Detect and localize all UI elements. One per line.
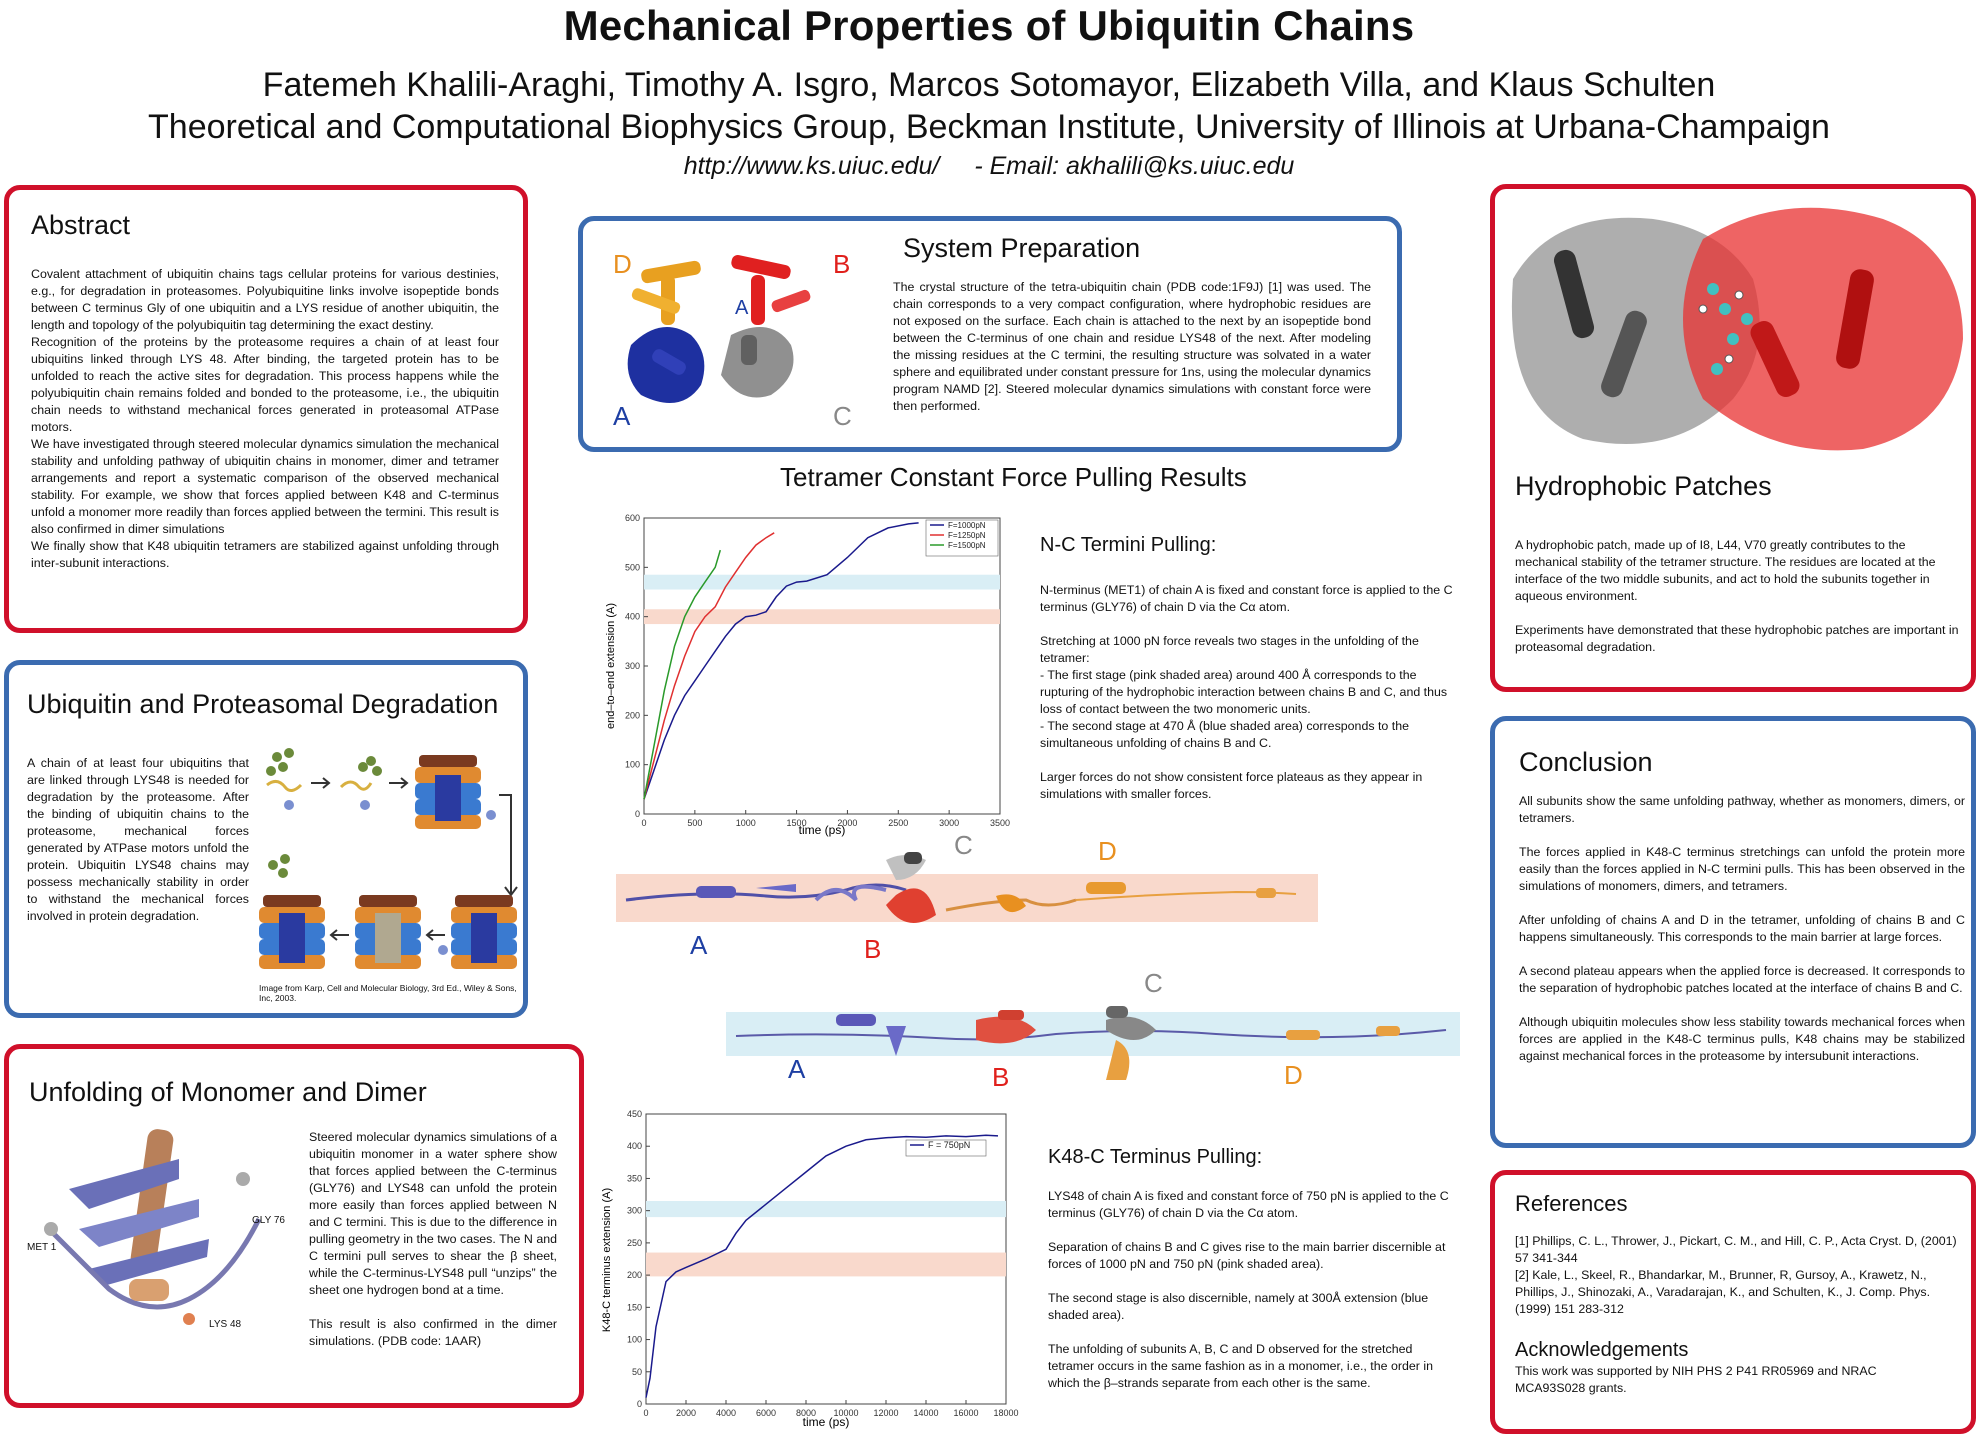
k48-text: [1048, 1188, 1458, 1392]
hydrophobic-panel: [1490, 184, 1976, 692]
free-ubiquitin-cluster: [266, 748, 294, 776]
nc-paragraph: N-terminus (MET1) of chain A is fixed and constant force is applied to the C terminus (GLY76) of chain D via the Cα atom.: [1040, 583, 1453, 614]
poster-title: Mechanical Properties of Ubiquitin Chains: [563, 2, 1415, 49]
k48-paragraph: LYS48 of chain A is fixed and constant force of 750 pN is applied to the C terminus (GLY76) of chain D via the Cα atom.: [1048, 1189, 1449, 1220]
pink-shaded-band: [646, 1253, 1006, 1277]
proteasome-diagram: [259, 745, 529, 990]
x-tick-label: 500: [687, 818, 703, 828]
gly76-label: GLY 76: [252, 1215, 285, 1226]
x-axis-label: time (ps): [802, 1415, 850, 1429]
y-axis-label: end–to–end extension (A): [605, 603, 617, 729]
y-tick-label: 350: [626, 1173, 642, 1184]
conclusion-paragraph: After unfolding of chains A and D in the tetramer, unfolding of chains B and C happens simultaneously. This corresponds to the main barrier at large forces.: [1519, 913, 1965, 944]
legend-label: F = 750pN: [928, 1140, 971, 1150]
proteasome-4: [451, 895, 517, 969]
chain1-b-label: B: [864, 934, 882, 964]
poster-affiliation: Theoretical and Computational Biophysics Group, Beckman Institute, University of Illinois at Urbana-Champaign: [148, 108, 1830, 146]
nc-heading: N-C Termini Pulling:: [1040, 534, 1217, 556]
arrow-3-icon: [427, 930, 445, 940]
substrate-protein: [267, 781, 301, 790]
y-tick-label: 100: [624, 759, 640, 770]
x-tick-label: 18000: [993, 1408, 1019, 1418]
conclusion-text: [1519, 793, 1965, 1065]
chart-legend: [926, 520, 998, 556]
x-tick-label: 0: [641, 818, 647, 828]
nc-pulling-chart: [600, 508, 1020, 838]
met1-label: MET 1: [27, 1242, 57, 1253]
x-tick-label: 3000: [939, 818, 960, 828]
helix: [129, 1128, 174, 1270]
nc-paragraph: - The second stage at 470 Å (blue shaded area) corresponds to the simultaneous unfolding of chains B and C.: [1040, 719, 1409, 750]
x-tick-label: 2000: [837, 818, 858, 828]
abstract-paragraph: We have investigated through steered molecular dynamics simulation the mechanical stability and unfolding pathway of ubiquitin chains in monomer, dimer and tetramer arrangements and report a systematic comparison of the observed mechanical stability. For example, we show that forces applied between K48 and C-terminus unfold a monomer more readily than forces applied between the termini. This result is also confirmed in dimer simulations: [31, 437, 499, 536]
image-credit: Image from Karp, Cell and Molecular Biology, 3rd Ed., Wiley & Sons, Inc, 2003.: [259, 983, 517, 1003]
unfolding-paragraph: Steered molecular dynamics simulations of a ubiquitin monomer in a water sphere show that forces applied between the C-terminus (GLY76) and LYS48 can unfold the protein more easily than forces applied between N and C termini. This is due to the difference in pulling geometry in the two cases. The N and C termini pull serves to shear the β sheet, while the C-terminus-LYS48 pull “unzips” the sheet one hydrogen bond at a time.: [309, 1130, 557, 1297]
y-tick-label: 600: [624, 513, 640, 523]
chain-a-label: A: [613, 401, 631, 431]
x-tick-label: 0: [643, 1408, 649, 1418]
degradation-title: Ubiquitin and Proteasomal Degradation: [27, 689, 499, 719]
poster-authors: Fatemeh Khalili-Araghi, Timothy A. Isgro, Marcos Sotomayor, Elizabeth Villa, and Klaus Schulten: [262, 66, 1716, 104]
blue-shaded-band: [646, 1201, 1006, 1217]
degradation-panel: [4, 660, 528, 1018]
nc-paragraph: Larger forces do not show consistent force plateaus as they appear in simulations with smaller forces.: [1040, 770, 1423, 801]
unfolding-paragraph: This result is also confirmed in the dimer simulations. (PDB code: 1AAR): [309, 1317, 557, 1348]
abstract-paragraph: Recognition of the proteins by the proteasome requires a chain of at least four ubiquitins linked through LYS 48. After binding, the targeted protein has to be unfolded to reach the active sites for degradation. This process happens while the polyubiquitin chain remains folded and bonded to the proteasome, i.e., the ubiquitin chain needs to withstand mechanical forces generated in proteasomal ATPase motors.: [31, 335, 499, 434]
y-tick-label: 0: [634, 809, 640, 819]
conclusion-paragraph: All subunits show the same unfolding pathway, whether as monomers, dimers, or tetramers.: [1519, 794, 1965, 825]
k48-paragraph: The unfolding of subunits A, B, C and D observed for the stretched tetramer occurs in the same fashion as in a monomer, i.e., the order in which the β–strands separate from each other is the same.: [1048, 1342, 1433, 1390]
references-title: References: [1515, 1191, 1628, 1216]
k48-paragraph: The second stage is also discernible, namely at 300Å extension (blue shaded area).: [1048, 1291, 1429, 1322]
arrow-down-icon: [499, 795, 517, 895]
references-text: [1515, 1233, 1961, 1318]
x-tick-label: 16000: [953, 1408, 979, 1418]
degradation-text: A chain of at least four ubiquitins that are linked through LYS48 is needed for degradation by the proteasome. After the binding of ubiquitin chains to the proteasome, mechanical forces generated by ATPase motors unfold the protein. Ubiquitin LYS48 chains may possess mechanically stability in order to withstand the mechanical forces involved in protein degradation.: [27, 756, 249, 923]
conclusion-paragraph: The forces applied in K48-C terminus stretchings can unfold the protein more easily than the forces applied in N-C termini pulls. This has been observed in the simulations of monomers, dimers, and tetramers.: [1519, 845, 1965, 893]
arrow-4-icon: [331, 930, 349, 940]
reference-item: [2] Kale, L., Skeel, R., Bhandarkar, M., Brunner, R, Gursoy, A., Krawetz, N., Phillips, J., Shinozaki, A., Varadarajan, K., and Schulten, K., J. Comp. Phys. (1999) 151 283-312: [1515, 1268, 1931, 1316]
y-tick-label: 100: [626, 1334, 642, 1345]
acknowledgements-text: This work was supported by NIH PHS 2 P41 RR05969 and NRAC MCA93S028 grants.: [1515, 1364, 1877, 1395]
proteasome-3: [355, 895, 421, 969]
reference-item: [1] Phillips, C. L., Thrower, J., Pickart, C. M., and Hill, C. P., Acta Cryst. D, (2001) 57 341-344: [1515, 1234, 1957, 1265]
proteasome-1: [415, 755, 481, 829]
acknowledgements-title: Acknowledgements: [1515, 1339, 1689, 1361]
lys48-label: LYS 48: [209, 1319, 242, 1330]
y-tick-label: 300: [624, 661, 640, 671]
chain2-b-label: B: [992, 1062, 1010, 1092]
nc-text: [1040, 582, 1460, 803]
legend-label: F=1500pN: [948, 541, 986, 550]
y-tick-label: 200: [626, 1270, 642, 1281]
hydrophobic-structure: [1503, 199, 1969, 469]
proteasome-2: [259, 895, 325, 969]
y-tick-label: 200: [624, 710, 640, 721]
x-tick-label: 2500: [888, 818, 909, 828]
conclusion-panel: [1490, 716, 1976, 1148]
conclusion-title: Conclusion: [1519, 747, 1653, 777]
y-tick-label: 150: [626, 1302, 642, 1313]
chain2-d-label: D: [1284, 1060, 1303, 1090]
y-tick-label: 0: [636, 1399, 642, 1409]
k48-heading: K48-C Terminus Pulling:: [1048, 1146, 1263, 1168]
chain-c-label: C: [833, 401, 852, 431]
pink-shaded-band: [644, 609, 1000, 624]
chain1-c-label: C: [954, 830, 973, 860]
arrow-2-icon: [389, 778, 407, 788]
k48-paragraph: Separation of chains B and C gives rise to the main barrier discernible at forces of 1000 pN and 750 pN (pink shaded area).: [1048, 1240, 1446, 1271]
chain1-d-label: D: [1098, 836, 1117, 866]
y-tick-label: 250: [626, 1237, 642, 1248]
unfolding-text: [309, 1129, 557, 1350]
hydrophobic-title: Hydrophobic Patches: [1515, 471, 1772, 501]
hydrophobic-paragraph: Experiments have demonstrated that these hydrophobic patches are important in proteasomal degradation.: [1515, 623, 1959, 654]
chain-a-inner-label: A: [735, 297, 749, 319]
x-tick-label: 3500: [989, 818, 1011, 828]
y-tick-label: 500: [624, 562, 640, 573]
hydrophobic-paragraph: A hydrophobic patch, made up of I8, L44, V70 greatly contributes to the mechanical stability of the tetramer structure. The residues are located at the interface of the two middle subunits, and act to hold the subunits together in aqueous environment.: [1515, 538, 1936, 603]
stretched-tetramer-2: [726, 1000, 1460, 1090]
ubiquitin-tag: [358, 756, 382, 776]
x-tick-label: 1000: [735, 818, 756, 828]
references-panel: [1490, 1170, 1976, 1434]
met1-bead: [44, 1222, 58, 1236]
k48-pulling-chart: [596, 1100, 1028, 1430]
abstract-text: [31, 266, 499, 572]
tetramer-structure: [601, 245, 841, 435]
nc-paragraph: Stretching at 1000 pN force reveals two stages in the unfolding of the tetramer:: [1040, 634, 1419, 665]
contact-line: [0, 152, 1978, 181]
chain1-a-label: A: [690, 930, 708, 960]
abstract-paragraph: We finally show that K48 ubiquitin tetramers are stabilized against unfolding through inter-subunit interactions.: [31, 539, 499, 570]
x-tick-label: 8000: [795, 1408, 817, 1418]
abstract-paragraph: Covalent attachment of ubiquitin chains tags cellular proteins for various destinies, e.g., for degradation in proteasomes. Polyubiquitine links involve isopeptide bonds between C terminus Gly of one ubiquitin and a LYS residue of another ubiquitin, the length and topology of the polyubiquitin tag determining the exact destiny.: [31, 267, 499, 332]
tagged-protein: [341, 782, 371, 789]
x-tick-label: 4000: [715, 1408, 737, 1418]
x-tick-label: 12000: [873, 1408, 899, 1418]
x-tick-label: 10000: [833, 1408, 859, 1418]
y-tick-label: 50: [631, 1366, 642, 1377]
arrow-1-icon: [311, 778, 329, 788]
x-tick-label: 6000: [755, 1408, 777, 1418]
y-tick-label: 400: [626, 1141, 642, 1152]
lys48-bead: [183, 1313, 195, 1325]
results-title: Tetramer Constant Force Pulling Results: [780, 462, 1247, 492]
x-axis-label: time (ps): [798, 823, 846, 837]
abstract-title: Abstract: [31, 210, 131, 240]
unfolding-panel: [4, 1044, 584, 1408]
chain2-c-label: C: [1144, 968, 1163, 998]
released-ubiquitins: [268, 854, 290, 878]
chart-legend: [906, 1140, 986, 1156]
conclusion-paragraph: A second plateau appears when the applied force is decreased. It corresponds to the separation of hydrophobic patches located at the interface of chains B and C.: [1519, 964, 1965, 995]
system-prep-panel: [578, 216, 1402, 452]
helix: [129, 1279, 169, 1301]
y-tick-label: 400: [624, 611, 640, 622]
abstract-panel: [4, 185, 528, 633]
chain-d-label: D: [613, 249, 632, 279]
unfolding-title: Unfolding of Monomer and Dimer: [29, 1077, 427, 1107]
chain-b-label: B: [833, 249, 851, 279]
website-link[interactable]: http://www.ks.uiuc.edu/: [683, 152, 940, 180]
x-tick-label: 2000: [675, 1408, 697, 1418]
x-tick-label: 1500: [786, 818, 807, 828]
monomer-structure: [29, 1119, 279, 1359]
y-axis-label: K48-C terminus extension (A): [601, 1187, 613, 1333]
email-link[interactable]: - Email: akhalili@ks.uiuc.edu: [974, 152, 1295, 180]
conclusion-paragraph: Although ubiquitin molecules show less stability towards mechanical forces when forces are applied in the K48-C terminus pulls, K48 chains may be stabilized against mechanical forces in the proteasome by intersubunit interactions.: [1519, 1015, 1965, 1063]
y-tick-label: 450: [626, 1109, 642, 1119]
chain2-a-label: A: [788, 1054, 806, 1084]
legend-label: F=1000pN: [948, 521, 986, 530]
system-prep-text: The crystal structure of the tetra-ubiquitin chain (PDB code:1F9J) [1] was used. The chain corresponds to a very compact configuration, where hydrophobic residues are not exposed on the surface. Each chain is attached to the next by an isopeptide bond between the C-terminus of one chain and residue LYS48 of the next. After modeling the missing residues at the C termini, the resulting structure was solvated in a water sphere and equilibrated under constant pressure for 1ns, using the molecular dynamics program NAMD [2]. Steered molecular dynamics simulations with constant force were then performed.: [893, 280, 1372, 413]
y-tick-label: 300: [626, 1205, 642, 1216]
x-tick-label: 14000: [913, 1408, 939, 1418]
system-prep-title: System Preparation: [903, 233, 1141, 263]
legend-label: F=1250pN: [948, 531, 986, 540]
nc-paragraph: - The first stage (pink shaded area) around 400 Å corresponds to the rupturing of the hydrophobic interaction between chains B and C, and thus loss of contact between the two monomeric units.: [1040, 668, 1448, 716]
plot-frame: [644, 518, 1000, 814]
hydrophobic-text: [1515, 537, 1961, 656]
gly76-bead: [236, 1172, 250, 1186]
